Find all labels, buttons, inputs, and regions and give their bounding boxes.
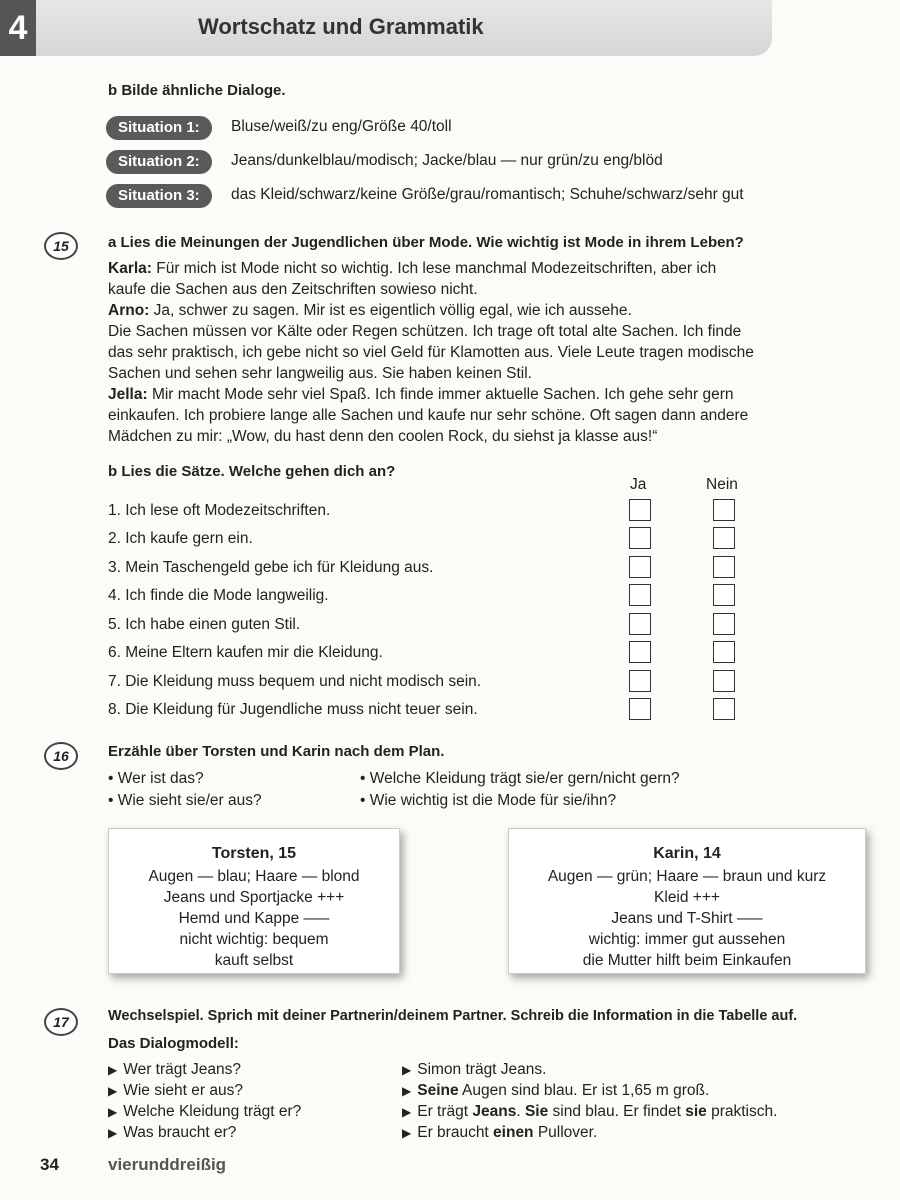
checkbox-ja-3[interactable] [629,556,651,578]
model-question: ▶ Wie sieht er aus? [108,1082,243,1099]
ex16-instruction: Erzähle über Torsten und Karin nach dem Plan. [108,743,445,760]
karin-line: wichtig: immer gut aussehen [588,931,786,948]
triangle-right-icon: ▶ [108,1105,118,1119]
opinion-line: kaufe die Sachen aus den Zeitschriften sowieso nicht. [108,281,478,298]
page-number-word: vierunddreißig [108,1155,227,1174]
karin-line: die Mutter hilft beim Einkaufen [582,952,792,969]
torsten-line: Hemd und Kappe ––– [178,910,330,927]
exercise-15-number: 15 [44,232,78,260]
opinion-line: Mädchen zu mir: „Wow, du hast denn den coolen Rock, du siehst ja klasse aus!“ [108,428,658,445]
model-answer: ▶ Er braucht einen Pullover. [402,1124,598,1141]
page-number: 34 [40,1155,59,1174]
checkbox-ja-6[interactable] [629,641,651,663]
karin-name: Karin, 14 [653,845,721,862]
unit-number: 4 [0,0,36,56]
situation-3-text: das Kleid/schwarz/keine Größe/grau/romantisch; Schuhe/schwarz/sehr gut [231,186,744,203]
torsten-name: Torsten, 15 [211,845,297,862]
plan-item: • Wer ist das? [108,770,204,787]
statement: 4. Ich finde die Mode langweilig. [108,587,329,604]
model-question: ▶ Wer trägt Jeans? [108,1061,241,1078]
statement: 5. Ich habe einen guten Stil. [108,616,301,633]
checkbox-ja-5[interactable] [629,613,651,635]
situation-1-label: Situation 1: [106,116,212,140]
plan-item: • Wie wichtig ist die Mode für sie/ihn? [360,792,617,809]
checkbox-ja-2[interactable] [629,527,651,549]
column-nein: Nein [706,476,738,493]
situation-3-label: Situation 3: [106,184,212,208]
torsten-line: Augen — blau; Haare — blond [148,868,360,885]
checkbox-ja-7[interactable] [629,670,651,692]
model-answer: ▶ Er trägt Jeans. Sie sind blau. Er findet sie praktisch. [402,1103,778,1120]
ex15b-instruction: b Lies die Sätze. Welche gehen dich an? [108,463,396,480]
column-ja: Ja [630,476,647,493]
karin-line: Kleid +++ [654,889,720,906]
karin-card [508,828,866,974]
checkbox-nein-2[interactable] [713,527,735,549]
ex17-instruction: Wechselspiel. Sprich mit deiner Partnerin/deinem Partner. Schreib die Information in die Tabelle auf. [108,1008,798,1024]
statement: 3. Mein Taschengeld gebe ich für Kleidung aus. [108,559,434,576]
model-answer: ▶ Simon trägt Jeans. [402,1061,547,1078]
checkbox-nein-3[interactable] [713,556,735,578]
model-question: ▶ Was braucht er? [108,1124,237,1141]
statement: 6. Meine Eltern kaufen mir die Kleidung. [108,644,383,661]
torsten-card [108,828,400,974]
statement: 2. Ich kaufe gern ein. [108,530,253,547]
torsten-line: nicht wichtig: bequem [179,931,329,948]
opinion-line: das sehr praktisch, ich gebe nicht so viel Geld für Klamotten aus. Viele Leute tragen modische [108,344,754,361]
checkbox-ja-1[interactable] [629,499,651,521]
karin-line: Jeans und T-Shirt ––– [611,910,763,927]
exercise-17-number: 17 [44,1008,78,1036]
situation-2-text: Jeans/dunkelblau/modisch; Jacke/blau — nur grün/zu eng/blöd [231,152,663,169]
triangle-right-icon: ▶ [402,1126,412,1140]
checkbox-ja-4[interactable] [629,584,651,606]
checkbox-nein-6[interactable] [713,641,735,663]
triangle-right-icon: ▶ [402,1063,412,1077]
opinion-line: Sachen und sehen sehr langweilig aus. Sie haben keinen Stil. [108,365,532,382]
opinion-line: Jella: Mir macht Mode sehr viel Spaß. Ich finde immer aktuelle Sachen. Ich gehe sehr gern [108,386,734,403]
opinions-text [108,258,868,447]
triangle-right-icon: ▶ [402,1084,412,1098]
triangle-right-icon: ▶ [402,1105,412,1119]
checkbox-nein-8[interactable] [713,698,735,720]
checkbox-nein-1[interactable] [713,499,735,521]
statement: 7. Die Kleidung muss bequem und nicht modisch sein. [108,673,482,690]
opinion-line: Karla: Für mich ist Mode nicht so wichtig. Ich lese manchmal Modezeitschriften, aber ich [108,260,717,277]
ex15a-instruction: a Lies die Meinungen der Jugendlichen über Mode. Wie wichtig ist Mode in ihrem Leben? [108,234,744,251]
triangle-right-icon: ▶ [108,1126,118,1140]
checkbox-nein-5[interactable] [713,613,735,635]
plan-item: • Wie sieht sie/er aus? [108,792,262,809]
karin-line: Augen — grün; Haare — braun und kurz [547,868,827,885]
opinion-line: Arno: Ja, schwer zu sagen. Mir ist es eigentlich völlig egal, wie ich aussehe. [108,302,632,319]
statement: 1. Ich lese oft Modezeitschriften. [108,502,331,519]
plan-item: • Welche Kleidung trägt sie/er gern/nicht gern? [360,770,680,787]
checkbox-ja-8[interactable] [629,698,651,720]
ex14b-instruction: b Bilde ähnliche Dialoge. [108,82,286,99]
triangle-right-icon: ▶ [108,1063,118,1077]
situation-2-label: Situation 2: [106,150,212,174]
page-title: Wortschatz und Grammatik [198,14,484,39]
torsten-line: kauft selbst [214,952,294,969]
dialog-model-title: Das Dialogmodell: [108,1035,239,1052]
checkbox-nein-7[interactable] [713,670,735,692]
torsten-line: Jeans und Sportjacke +++ [163,889,345,906]
opinion-line: Die Sachen müssen vor Kälte oder Regen schützen. Ich trage oft total alte Sachen. Ich finde [108,323,742,340]
exercise-16-number: 16 [44,742,78,770]
checkbox-nein-4[interactable] [713,584,735,606]
situation-1-text: Bluse/weiß/zu eng/Größe 40/toll [231,118,452,135]
statement: 8. Die Kleidung für Jugendliche muss nicht teuer sein. [108,701,478,718]
triangle-right-icon: ▶ [108,1084,118,1098]
model-question: ▶ Welche Kleidung trägt er? [108,1103,302,1120]
opinion-line: einkaufen. Ich probiere lange alle Sachen und kaufe nur sehr schöne. Oft sagen dann andere [108,407,749,424]
model-answer: ▶ Seine Augen sind blau. Er ist 1,65 m groß. [402,1082,710,1099]
